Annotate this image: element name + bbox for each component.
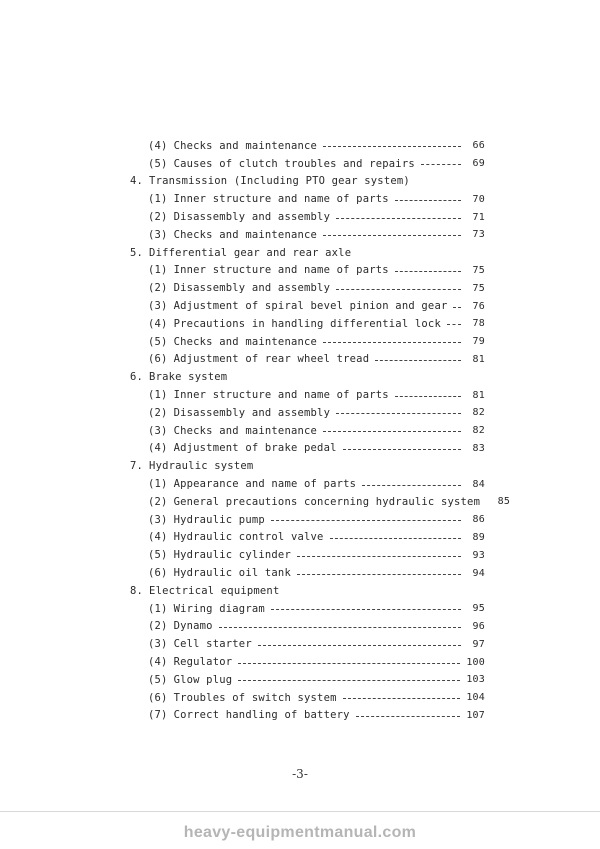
toc-number: (5) — [148, 335, 168, 348]
toc-section-heading — [0, 244, 600, 262]
toc-section-heading — [0, 582, 600, 600]
toc-number: (3) — [148, 300, 168, 313]
toc-entry — [0, 422, 485, 440]
toc-section-heading — [0, 457, 600, 475]
toc-entry — [0, 279, 485, 297]
toc-title: General precautions concerning hydraulic system — [173, 495, 481, 508]
dot-leader — [343, 698, 461, 699]
toc-number: 7. — [130, 460, 144, 473]
toc-page-number: 103 — [466, 674, 485, 686]
toc-number: (4) — [148, 442, 168, 455]
toc-title: Precautions in handling differential lock — [173, 317, 441, 330]
toc-title: Differential gear and rear axle — [149, 246, 352, 259]
toc-title: Inner structure and name of parts — [173, 264, 389, 277]
toc-entry — [0, 618, 485, 636]
toc-page-number: 66 — [472, 140, 485, 152]
toc-title: Hydraulic oil tank — [173, 567, 291, 580]
toc-page-number: 69 — [472, 158, 485, 170]
toc-title: Dynamo — [173, 620, 213, 633]
toc-page-number: 96 — [472, 620, 485, 632]
toc-entry — [0, 333, 485, 351]
toc-page-number: 104 — [466, 692, 485, 704]
toc-number: (2) — [148, 620, 168, 633]
toc-page-number: 79 — [472, 336, 485, 348]
dot-leader — [330, 538, 461, 539]
toc-entry — [0, 511, 485, 529]
toc-number: (4) — [148, 531, 168, 544]
toc-number: (5) — [148, 673, 168, 686]
toc-title: Hydraulic cylinder — [173, 549, 291, 562]
toc-title: Correct handling of battery — [173, 709, 350, 722]
toc-entry — [0, 493, 511, 511]
toc-number: (4) — [148, 139, 168, 152]
toc-entry — [0, 208, 485, 226]
toc-title: Disassembly and assembly — [173, 406, 331, 419]
toc-page-number: 76 — [472, 300, 485, 312]
toc-page-number: 82 — [472, 407, 485, 419]
dot-leader — [453, 307, 461, 308]
toc-entry — [0, 635, 485, 653]
toc-title: Adjustment of spiral bevel pinion and gear — [173, 300, 448, 313]
toc-number: (2) — [148, 282, 168, 295]
toc-number: (6) — [148, 691, 168, 704]
toc-number: 8. — [130, 584, 144, 597]
dot-leader — [336, 218, 461, 219]
toc-number: (2) — [148, 406, 168, 419]
toc-entry — [0, 190, 485, 208]
toc-entry — [0, 137, 485, 155]
toc-title: Wiring diagram — [173, 602, 265, 615]
toc-number: (2) — [148, 211, 168, 224]
toc-section-heading — [0, 173, 600, 191]
dot-leader — [421, 164, 461, 165]
toc-title: Adjustment of brake pedal — [173, 442, 337, 455]
toc-title: Cell starter — [173, 638, 252, 651]
toc-entry — [0, 689, 485, 707]
toc-number: (1) — [148, 389, 168, 402]
toc-page-number: 81 — [472, 353, 485, 365]
toc-title: Transmission (Including PTO gear system) — [149, 175, 410, 188]
dot-leader — [323, 146, 461, 147]
toc-page-number: 93 — [472, 549, 485, 561]
toc-entry — [0, 600, 485, 618]
toc-title: Glow plug — [173, 673, 233, 686]
toc-title: Electrical equipment — [149, 584, 280, 597]
toc-number: (5) — [148, 157, 168, 170]
toc-title: Hydraulic control valve — [173, 531, 324, 544]
toc-entry — [0, 297, 485, 315]
toc-title: Regulator — [173, 656, 233, 668]
toc-number: (6) — [148, 353, 168, 366]
dot-leader — [343, 449, 461, 450]
toc-page-number: 81 — [472, 389, 485, 401]
dot-leader — [297, 574, 461, 575]
toc-title: Disassembly and assembly — [173, 211, 331, 224]
toc-page-number: 82 — [472, 425, 485, 437]
dot-leader — [238, 680, 460, 681]
toc-title: Troubles of switch system — [173, 691, 337, 704]
toc-entry — [0, 155, 485, 173]
toc-entry — [0, 404, 485, 422]
toc-number: (3) — [148, 638, 168, 651]
toc-entry — [0, 226, 485, 244]
dot-leader — [336, 413, 461, 414]
dot-leader — [258, 645, 461, 646]
toc-number: (6) — [148, 567, 168, 580]
toc-page-number: 89 — [472, 531, 485, 543]
toc-page-number: 75 — [472, 282, 485, 294]
dot-leader — [271, 609, 461, 610]
table-of-contents — [0, 137, 600, 724]
dot-leader — [219, 627, 461, 628]
toc-page-number: 85 — [497, 496, 511, 508]
dot-leader — [323, 235, 461, 236]
toc-page-number: 73 — [472, 229, 485, 241]
toc-entry — [0, 653, 485, 671]
toc-page-number: 71 — [472, 211, 485, 223]
toc-entry — [0, 386, 485, 404]
toc-title: Checks and maintenance — [173, 139, 318, 152]
dot-leader — [297, 556, 461, 557]
toc-title: Brake system — [149, 371, 228, 384]
footer-divider — [0, 811, 600, 812]
toc-title: Inner structure and name of parts — [173, 389, 389, 402]
toc-number: 5. — [130, 246, 144, 259]
toc-title: Checks and maintenance — [173, 228, 318, 241]
dot-leader — [375, 360, 461, 361]
toc-number: (5) — [148, 549, 168, 562]
toc-number: (1) — [148, 264, 168, 277]
toc-title: Checks and maintenance — [173, 335, 318, 348]
dot-leader — [362, 485, 461, 486]
toc-number: (4) — [148, 656, 168, 668]
toc-page-number: 107 — [466, 709, 485, 721]
toc-entry — [0, 529, 485, 547]
toc-page-number: 94 — [472, 567, 485, 579]
toc-entry — [0, 564, 485, 582]
toc-entry — [0, 671, 485, 689]
toc-entry — [0, 315, 485, 333]
toc-title: Hydraulic system — [149, 460, 254, 473]
toc-title: Appearance and name of parts — [173, 478, 357, 491]
dot-leader — [395, 271, 461, 272]
toc-entry — [0, 546, 485, 564]
toc-title: Causes of clutch troubles and repairs — [173, 157, 415, 170]
toc-number: (1) — [148, 478, 168, 491]
toc-page-number: 86 — [472, 514, 485, 526]
watermark-text: heavy-equipmentmanual.com — [183, 824, 417, 841]
toc-page-number: 78 — [472, 318, 485, 330]
dot-leader — [238, 663, 460, 664]
toc-number: (3) — [148, 228, 168, 241]
toc-entry — [0, 475, 485, 493]
toc-page-number: 83 — [472, 442, 485, 454]
toc-entry — [0, 262, 485, 280]
toc-page-number: 75 — [472, 264, 485, 276]
toc-title: Inner structure and name of parts — [173, 193, 389, 206]
toc-page-number: 70 — [472, 193, 485, 205]
toc-number: (3) — [148, 513, 168, 526]
toc-title: Disassembly and assembly — [173, 282, 331, 295]
dot-leader — [447, 324, 461, 325]
page-number: -3- — [292, 767, 308, 781]
toc-number: (1) — [148, 602, 168, 615]
toc-page-number: 95 — [472, 603, 485, 615]
dot-leader — [395, 396, 461, 397]
toc-page-number: 97 — [472, 638, 485, 650]
toc-number: (4) — [148, 317, 168, 330]
dot-leader — [271, 520, 461, 521]
toc-number: (7) — [148, 709, 168, 722]
toc-title: Checks and maintenance — [173, 424, 318, 437]
toc-entry — [0, 351, 485, 369]
toc-number: 6. — [130, 371, 144, 384]
toc-number: (3) — [148, 424, 168, 437]
toc-page-number: 100 — [466, 656, 485, 668]
toc-number: (2) — [148, 495, 168, 508]
toc-number: 4. — [130, 175, 144, 188]
dot-leader — [323, 431, 461, 432]
toc-number: (1) — [148, 193, 168, 206]
dot-leader — [356, 716, 461, 717]
toc-entry — [0, 440, 485, 458]
toc-title: Hydraulic pump — [173, 513, 265, 526]
toc-section-heading — [0, 368, 600, 386]
toc-page-number: 84 — [472, 478, 485, 490]
dot-leader — [395, 200, 461, 201]
dot-leader — [323, 342, 461, 343]
toc-title: Adjustment of rear wheel tread — [173, 353, 370, 366]
dot-leader — [336, 289, 461, 290]
toc-entry — [0, 707, 485, 725]
